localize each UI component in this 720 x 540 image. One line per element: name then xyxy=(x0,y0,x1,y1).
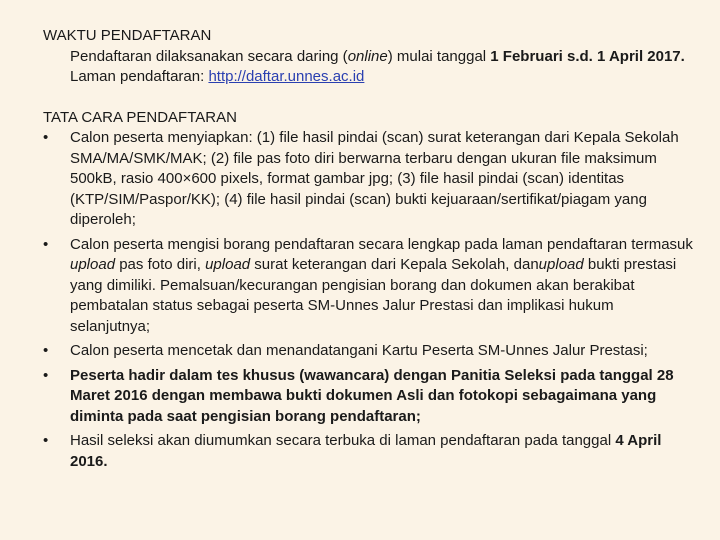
laman-link[interactable]: http://daftar.unnes.ac.id xyxy=(208,68,365,85)
waktu-text-pre: Pendaftaran dilaksanakan secara daring ( xyxy=(70,47,348,65)
tata-cara-heading: TATA CARA PENDAFTARAN xyxy=(43,108,237,126)
list-item xyxy=(43,366,693,428)
list-item xyxy=(43,128,693,231)
upload-term: upload xyxy=(70,256,116,273)
list-item xyxy=(43,431,693,472)
list-item-text: pas foto diri, xyxy=(115,256,206,273)
list-item xyxy=(43,235,693,338)
waktu-laman xyxy=(43,67,693,88)
tata-cara-list xyxy=(43,128,693,472)
document-body xyxy=(43,26,693,476)
announcement-date: 4 April 2016. xyxy=(70,432,662,470)
list-item-text: surat keterangan dari Kepala Sekolah, dan xyxy=(250,256,539,273)
section-spacer xyxy=(43,88,693,108)
list-item-text: Calon peserta menyiapkan: (1) file hasil pindai (scan) surat keterangan dari Kepala Sekolah SMA/MA/SMK/MAK; (2) file pas foto diri berwarna terbaru dengan ukuran file maksimum 500kB, rasio 400×600 pixels, format gambar jpg; (3) file hasil pindai (scan) identitas (KTP/SIM/Paspor/KK); (4) file hasil pindai (scan) bukti kejuaraan/sertifikat/piagam yang diperoleh; xyxy=(70,129,679,228)
bullet-icon: • xyxy=(43,235,49,253)
laman-label: Laman pendaftaran: xyxy=(70,68,209,85)
waktu-date-range: 1 Februari s.d. 1 April 2017. xyxy=(490,47,685,65)
bullet-icon: • xyxy=(43,129,49,146)
waktu-text-online: online xyxy=(347,47,388,65)
list-item-text-bold: Peserta hadir dalam tes khusus (wawancara) dengan Panitia Seleksi pada tanggal 28 Maret 2016 dengan membawa bukti dokumen Asli dan fotokopi sebagaimana yang diminta pada saat pengisian borang pendaftaran; xyxy=(70,366,674,425)
waktu-text-mid: ) mulai tanggal xyxy=(387,47,491,65)
list-item-text: Calon peserta mencetak dan menandatangani Kartu Peserta SM-Unnes Jalur Prestasi; xyxy=(70,342,648,359)
list-item xyxy=(43,341,693,362)
upload-term: upload xyxy=(538,256,584,273)
list-item-text: Hasil seleksi akan diumumkan secara terbuka di laman pendaftaran pada tanggal xyxy=(70,432,616,449)
upload-term: upload xyxy=(205,256,251,273)
bullet-icon: • xyxy=(43,342,49,359)
waktu-description xyxy=(43,47,693,68)
waktu-heading: WAKTU PENDAFTARAN xyxy=(43,27,212,44)
list-item-text: bukti prestasi yang dimiliki. Pemalsuan/kecurangan pengisian borang dan dokumen akan berakibat pembatalan status sebagai peserta SM-Unnes Jalur Prestasi dan implikasi hukum selanjutnya; xyxy=(70,256,677,335)
list-item-text: Calon peserta mengisi borang pendaftaran secara lengkap pada laman pendaftaran termasuk xyxy=(70,235,693,253)
bullet-icon: • xyxy=(43,366,49,384)
bullet-icon: • xyxy=(43,432,49,449)
